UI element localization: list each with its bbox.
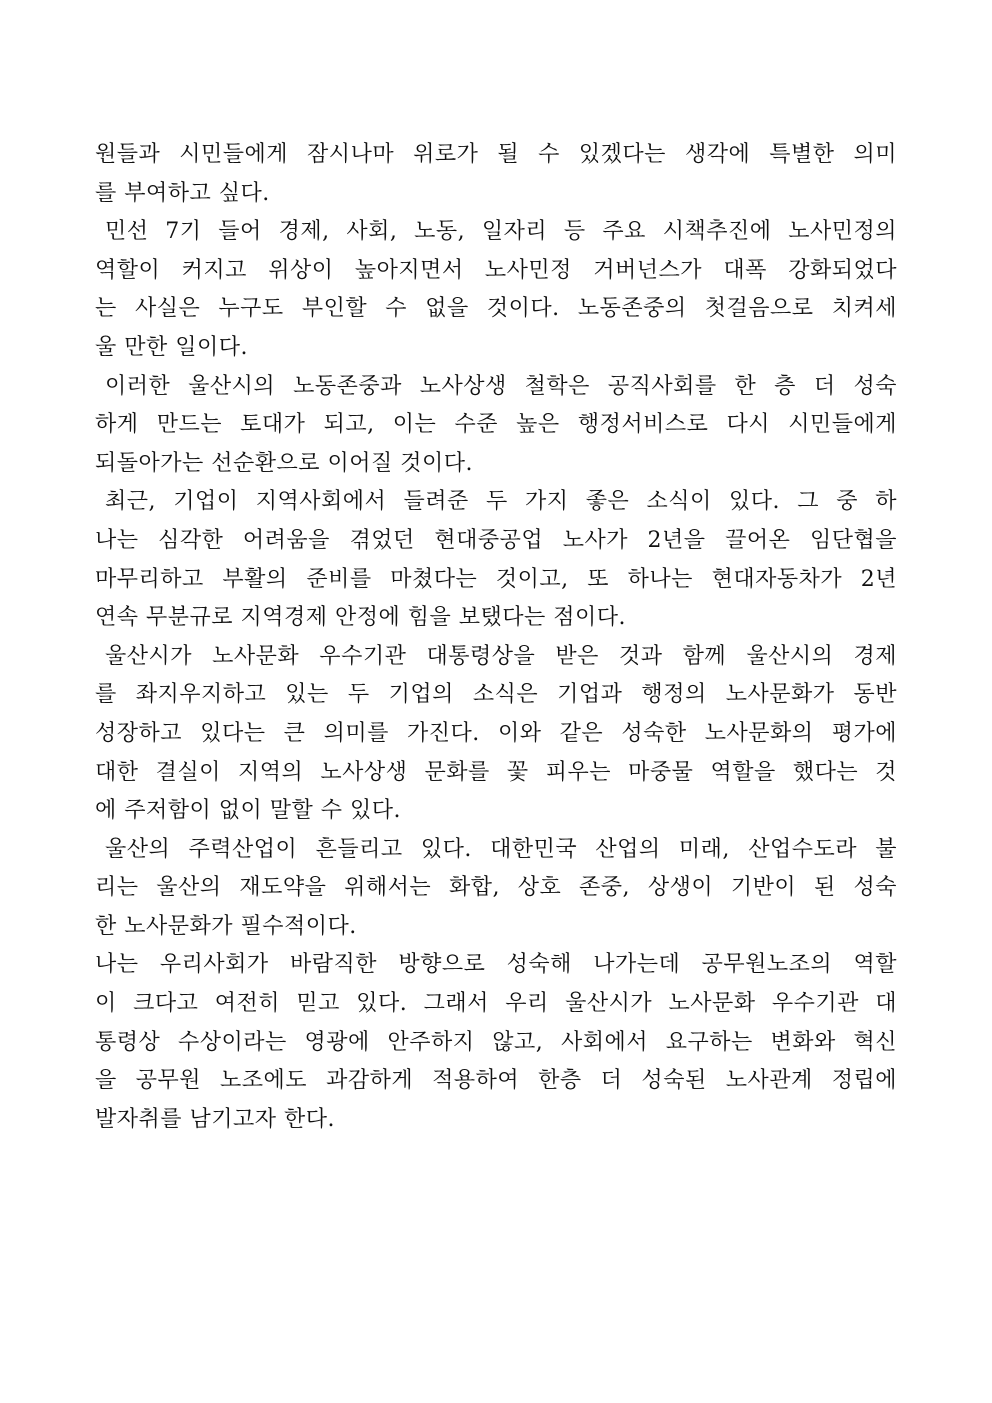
- text-line: 마무리하고 부활의 준비를 마쳤다는 것이고, 또 하나는 현대자동차가 2년: [95, 566, 897, 592]
- text-line: 통령상 수상이라는 영광에 안주하지 않고, 사회에서 요구하는 변화와 혁신: [95, 1029, 897, 1055]
- text-line: 울 만한 일이다.: [95, 334, 248, 360]
- text-line: 를 좌지우지하고 있는 두 기업의 소식은 기업과 행정의 노사문화가 동반: [95, 682, 897, 708]
- text-line: 연속 무분규로 지역경제 안정에 힘을 보탰다는 점이다.: [95, 605, 626, 631]
- text-line: 이 크다고 여전히 믿고 있다. 그래서 우리 울산시가 노사문화 우수기관 대: [95, 991, 897, 1017]
- text-line: 나는 심각한 어려움을 겪었던 현대중공업 노사가 2년을 끌어온 임단협을: [95, 527, 897, 553]
- text-line: 을 공무원 노조에도 과감하게 적용하여 한층 더 성숙된 노사관계 정립에: [95, 1068, 897, 1094]
- text-line: 역할이 커지고 위상이 높아지면서 노사민정 거버넌스가 대폭 강화되었다: [95, 257, 897, 283]
- body-text: [95, 136, 897, 1139]
- text-line: 에 주저함이 없이 말할 수 있다.: [95, 798, 401, 824]
- text-line: 한 노사문화가 필수적이다.: [95, 913, 357, 939]
- text-line: 울산시가 노사문화 우수기관 대통령상을 받은 것과 함께 울산시의 경제: [105, 643, 897, 669]
- text-line: 되돌아가는 선순환으로 이어질 것이다.: [95, 450, 474, 476]
- text-line: 이러한 울산시의 노동존중과 노사상생 철학은 공직사회를 한 층 더 성숙: [105, 373, 897, 399]
- text-line: 민선 7기 들어 경제, 사회, 노동, 일자리 등 주요 시책추진에 노사민정의: [105, 219, 897, 245]
- text-line: 는 사실은 누구도 부인할 수 없을 것이다. 노동존중의 첫걸음으로 치켜세: [95, 296, 897, 322]
- text-line: 원들과 시민들에게 잠시나마 위로가 될 수 있겠다는 생각에 특별한 의미: [95, 142, 897, 167]
- text-line: 울산의 주력산업이 흔들리고 있다. 대한민국 산업의 미래, 산업수도라 불: [105, 836, 897, 862]
- text-line: 최근, 기업이 지역사회에서 들려준 두 가지 좋은 소식이 있다. 그 중 하: [105, 489, 897, 515]
- text-line: 리는 울산의 재도약을 위해서는 화합, 상호 존중, 상생이 기반이 된 성숙: [95, 875, 897, 901]
- text-line: 발자취를 남기고자 한다.: [95, 1106, 336, 1132]
- text-line: 성장하고 있다는 큰 의미를 가진다. 이와 같은 성숙한 노사문화의 평가에: [95, 720, 897, 746]
- text-line: 하게 만드는 토대가 되고, 이는 수준 높은 행정서비스로 다시 시민들에게: [95, 412, 897, 438]
- text-line: 대한 결실이 지역의 노사상생 문화를 꽃 피우는 마중물 역할을 했다는 것: [95, 759, 897, 785]
- text-line: 를 부여하고 싶다.: [95, 180, 270, 206]
- text-line: 나는 우리사회가 바람직한 방향으로 성숙해 나가는데 공무원노조의 역할: [95, 952, 897, 978]
